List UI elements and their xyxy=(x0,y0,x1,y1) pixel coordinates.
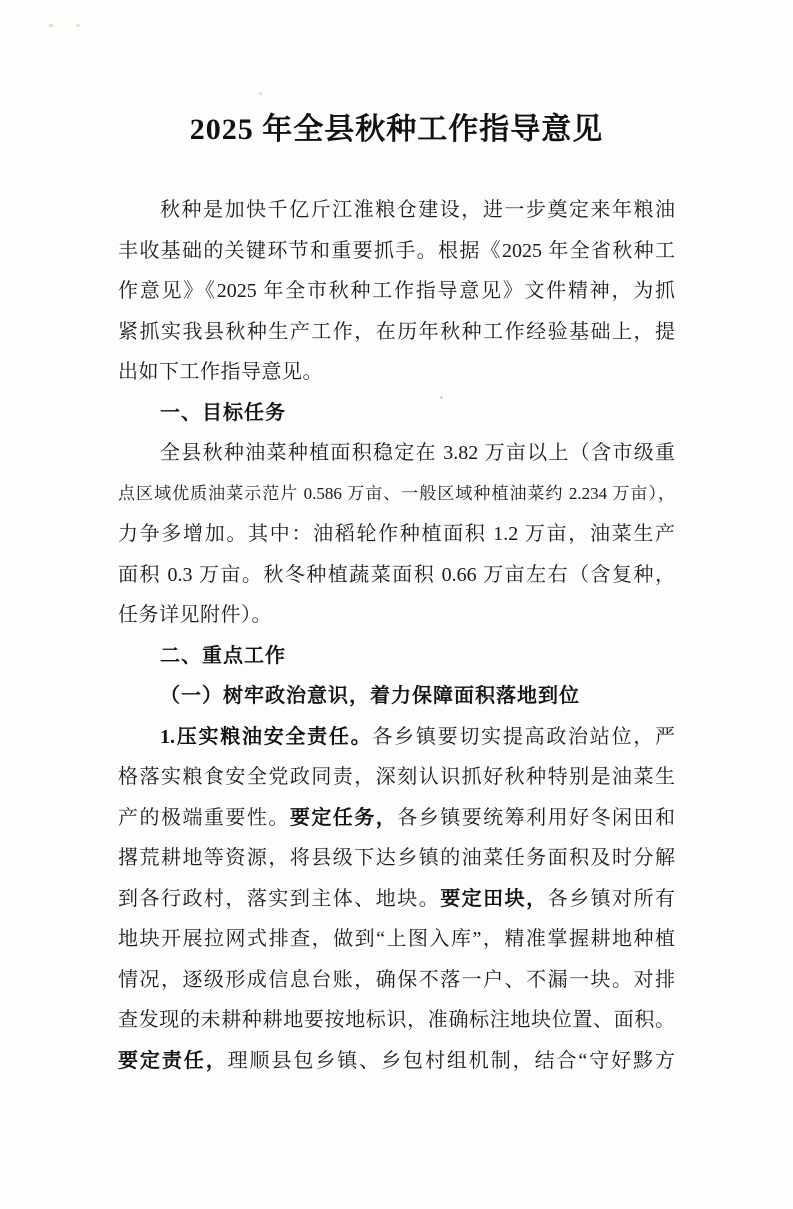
document-body xyxy=(118,190,675,1081)
paragraph-line: 面积 0.3 万亩。秋冬种植蔬菜面积 0.66 万亩左右（含复种， xyxy=(118,563,675,586)
paragraph-line: 地块开展拉网式排查，做到“上图入库”，精准掌握耕地种植 xyxy=(118,928,675,950)
paragraph-line: 格落实粮食安全党政同责，深刻认识抓好秋种特别是油菜生 xyxy=(118,766,675,788)
paragraph-line: 丰收基础的关键环节和重要抓手。根据《2025 年全省秋种工 xyxy=(118,239,675,262)
text-run: 产的极端重要性。 xyxy=(118,806,290,829)
document-title: 2025 年全县秋种工作指导意见 xyxy=(189,113,604,146)
paragraph-line: 秋种是加快千亿斤江淮粮仓建设，进一步奠定来年粮油 xyxy=(160,199,675,221)
text-run: 到各行政村，落实到主体、地块。 xyxy=(118,887,441,910)
paragraph-line xyxy=(118,717,675,758)
paragraph-line: 力争多增加。其中：油稻轮作种植面积 1.2 万亩，油菜生产 xyxy=(118,523,675,545)
paragraph-line: 紧抓实我县秋种生产工作，在历年秋种工作经验基础上，提 xyxy=(118,320,675,343)
paragraph-line: 情况，逐级形成信息台账，确保不落一户、不漏一块。对排 xyxy=(118,968,675,991)
scan-speck xyxy=(76,24,80,27)
bold-run: 要定田块， xyxy=(440,887,548,910)
paragraph-line: 撂荒耕地等资源，将县级下达乡镇的油菜任务面积及时分解 xyxy=(118,847,675,869)
section-heading-1: 一、目标任务 xyxy=(160,401,286,424)
paragraph-line: 出如下工作指导意见。 xyxy=(118,361,323,383)
paragraph-line: 作意见》《2025 年全市秋种工作指导意见》文件精神，为抓 xyxy=(118,280,675,302)
subsection-heading: （一）树牢政治意识，着力保障面积落地到位 xyxy=(160,685,580,707)
section-heading-2: 二、重点工作 xyxy=(160,644,286,667)
text-run: 各乡镇要切实提高政治站位，严 xyxy=(372,725,676,748)
bold-run: 1.压实粮油安全责任。 xyxy=(160,725,373,748)
scan-speck xyxy=(49,24,53,27)
text-run: 理顺县包乡镇、乡包村组机制，结合“守好黟方 xyxy=(227,1049,675,1072)
paragraph-line: 任务详见附件）。 xyxy=(118,604,272,626)
scan-speck xyxy=(259,92,262,95)
bold-run: 要定责任， xyxy=(118,1049,228,1072)
paragraph-line xyxy=(118,879,675,920)
text-run: 各乡镇要统筹利用好冬闲田和 xyxy=(397,806,676,829)
paragraph-line: 全县秋种油菜种植面积稳定在 3.82 万亩以上（含市级重 xyxy=(160,442,675,464)
paragraph-line: 查发现的未耕种耕地要按地标识，准确标注地块位置、面积。 xyxy=(118,1009,675,1031)
paragraph-line xyxy=(118,1041,675,1082)
bold-run: 要定任务， xyxy=(289,806,398,829)
paragraph-line-small: 点区域优质油菜示范片 0.586 万亩、一般区域种植油菜约 2.234 万亩）， xyxy=(118,483,675,503)
paragraph-line xyxy=(118,798,675,839)
text-run: 各乡镇对所有 xyxy=(547,887,676,910)
